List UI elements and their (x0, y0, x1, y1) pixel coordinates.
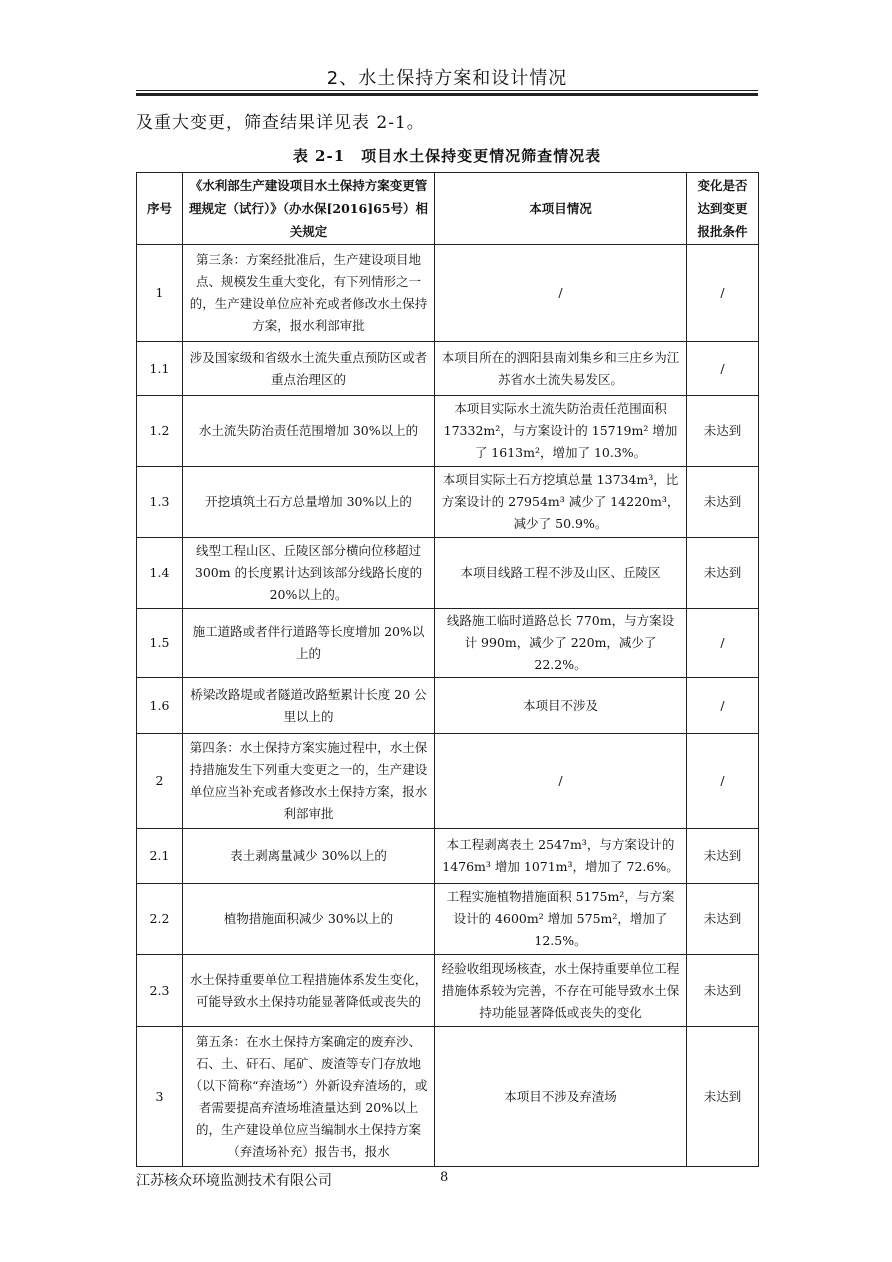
row-rule: 第五条：在水土保持方案确定的废弃沙、石、土、矸石、尾矿、废渣等专门存放地（以下简称“弃渣场”）外新设弃渣场的，或者需要提高弃渣场堆渣量达到 20%以上的，生产建设单位应当编制水土保持方案（弃渣场补充）报告书，报水 (183, 1027, 435, 1167)
row-no: 2.3 (137, 955, 183, 1027)
row-result: / (687, 245, 759, 342)
row-project: 本项目实际土石方挖填总量 13734m³，比方案设计的 27954m³ 减少了 14220m³，减少了 50.9%。 (435, 467, 687, 538)
row-result: / (687, 678, 759, 734)
table-row (137, 396, 759, 467)
table-row (137, 1027, 759, 1167)
page-header-title: 2、水土保持方案和设计情况 (326, 68, 568, 89)
row-result: 未达到 (687, 955, 759, 1027)
header-rule: 《水利部生产建设项目水土保持方案变更管理规定（试行）》（办水保[2016]65号）相关规定 (183, 173, 435, 245)
row-rule: 桥梁改路堤或者隧道改路堑累计长度 20 公里以上的 (183, 678, 435, 734)
row-project: 经验收组现场核查，水土保持重要单位工程措施体系较为完善，不存在可能导致水土保持功能显著降低或丧失的变化 (435, 955, 687, 1027)
row-no: 3 (137, 1027, 183, 1167)
row-no: 1.4 (137, 538, 183, 609)
row-no: 1.6 (137, 678, 183, 734)
table-row (137, 342, 759, 396)
screening-table (136, 172, 759, 1167)
row-project: 本工程剥离表土 2547m³，与方案设计的 1476m³ 增加 1071m³，增加了 72.6%。 (435, 829, 687, 884)
table-row (137, 829, 759, 884)
row-rule: 第三条：方案经批准后，生产建设项目地点、规模发生重大变化，有下列情形之一的，生产建设单位应补充或者修改水土保持方案，报水利部审批 (183, 245, 435, 342)
row-no: 2.1 (137, 829, 183, 884)
page-number: 8 (440, 1170, 449, 1185)
table-row (137, 245, 759, 342)
row-rule: 植物措施面积减少 30%以上的 (183, 884, 435, 955)
row-rule: 水土保持重要单位工程措施体系发生变化，可能导致水土保持功能显著降低或丧失的 (183, 955, 435, 1027)
row-project: 本项目所在的泗阳县南刘集乡和三庄乡为江苏省水土流失易发区。 (435, 342, 687, 396)
row-rule: 水土流失防治责任范围增加 30%以上的 (183, 396, 435, 467)
row-result: 未达到 (687, 884, 759, 955)
table-row (137, 734, 759, 829)
row-no: 1.5 (137, 609, 183, 678)
table-row (137, 467, 759, 538)
header-rule-thick (136, 93, 758, 96)
row-project: 本项目实际水土流失防治责任范围面积 17332m²，与方案设计的 15719m² 增加了 1613m²，增加了 10.3%。 (435, 396, 687, 467)
row-rule: 施工道路或者伴行道路等长度增加 20%以上的 (183, 609, 435, 678)
row-project: 线路施工临时道路总长 770m，与方案设计 990m，减少了 220m，减少了 22.2%。 (435, 609, 687, 678)
header-result: 变化是否达到变更报批条件 (687, 173, 759, 245)
table-row (137, 884, 759, 955)
row-result: 未达到 (687, 1027, 759, 1167)
row-result: 未达到 (687, 396, 759, 467)
row-result: 未达到 (687, 829, 759, 884)
table-row (137, 538, 759, 609)
row-rule: 第四条：水土保持方案实施过程中，水土保持措施发生下列重大变更之一的，生产建设单位应当补充或者修改水土保持方案，报水利部审批 (183, 734, 435, 829)
table-row (137, 609, 759, 678)
header-rule-thin (136, 90, 758, 91)
row-no: 1.2 (137, 396, 183, 467)
table-row (137, 955, 759, 1027)
table-row (137, 678, 759, 734)
row-rule: 开挖填筑土石方总量增加 30%以上的 (183, 467, 435, 538)
row-project: 本项目不涉及弃渣场 (435, 1027, 687, 1167)
footer-company: 江苏核众环境监测技术有限公司 (136, 1173, 332, 1189)
row-rule: 线型工程山区、丘陵区部分横向位移超过 300m 的长度累计达到该部分线路长度的 20%以上的。 (183, 538, 435, 609)
row-project: 本项目线路工程不涉及山区、丘陵区 (435, 538, 687, 609)
row-result: 未达到 (687, 467, 759, 538)
row-result: / (687, 609, 759, 678)
row-no: 1.1 (137, 342, 183, 396)
row-no: 1 (137, 245, 183, 342)
row-no: 2.2 (137, 884, 183, 955)
row-rule: 表土剥离量减少 30%以上的 (183, 829, 435, 884)
table-header-row (137, 173, 759, 245)
row-result: / (687, 342, 759, 396)
row-project: 本项目不涉及 (435, 678, 687, 734)
row-project: / (435, 734, 687, 829)
row-no: 1.3 (137, 467, 183, 538)
header-no: 序号 (137, 173, 183, 245)
row-project: 工程实施植物措施面积 5175m²，与方案设计的 4600m² 增加 575m²，增加了 12.5%。 (435, 884, 687, 955)
header-project: 本项目情况 (435, 173, 687, 245)
row-result: 未达到 (687, 538, 759, 609)
row-result: / (687, 734, 759, 829)
row-no: 2 (137, 734, 183, 829)
intro-paragraph: 及重大变更，筛查结果详见表 2-1。 (136, 113, 425, 133)
row-rule: 涉及国家级和省级水土流失重点预防区或者重点治理区的 (183, 342, 435, 396)
row-project: / (435, 245, 687, 342)
table-title: 表 2-1 项目水土保持变更情况筛查情况表 (292, 147, 602, 165)
